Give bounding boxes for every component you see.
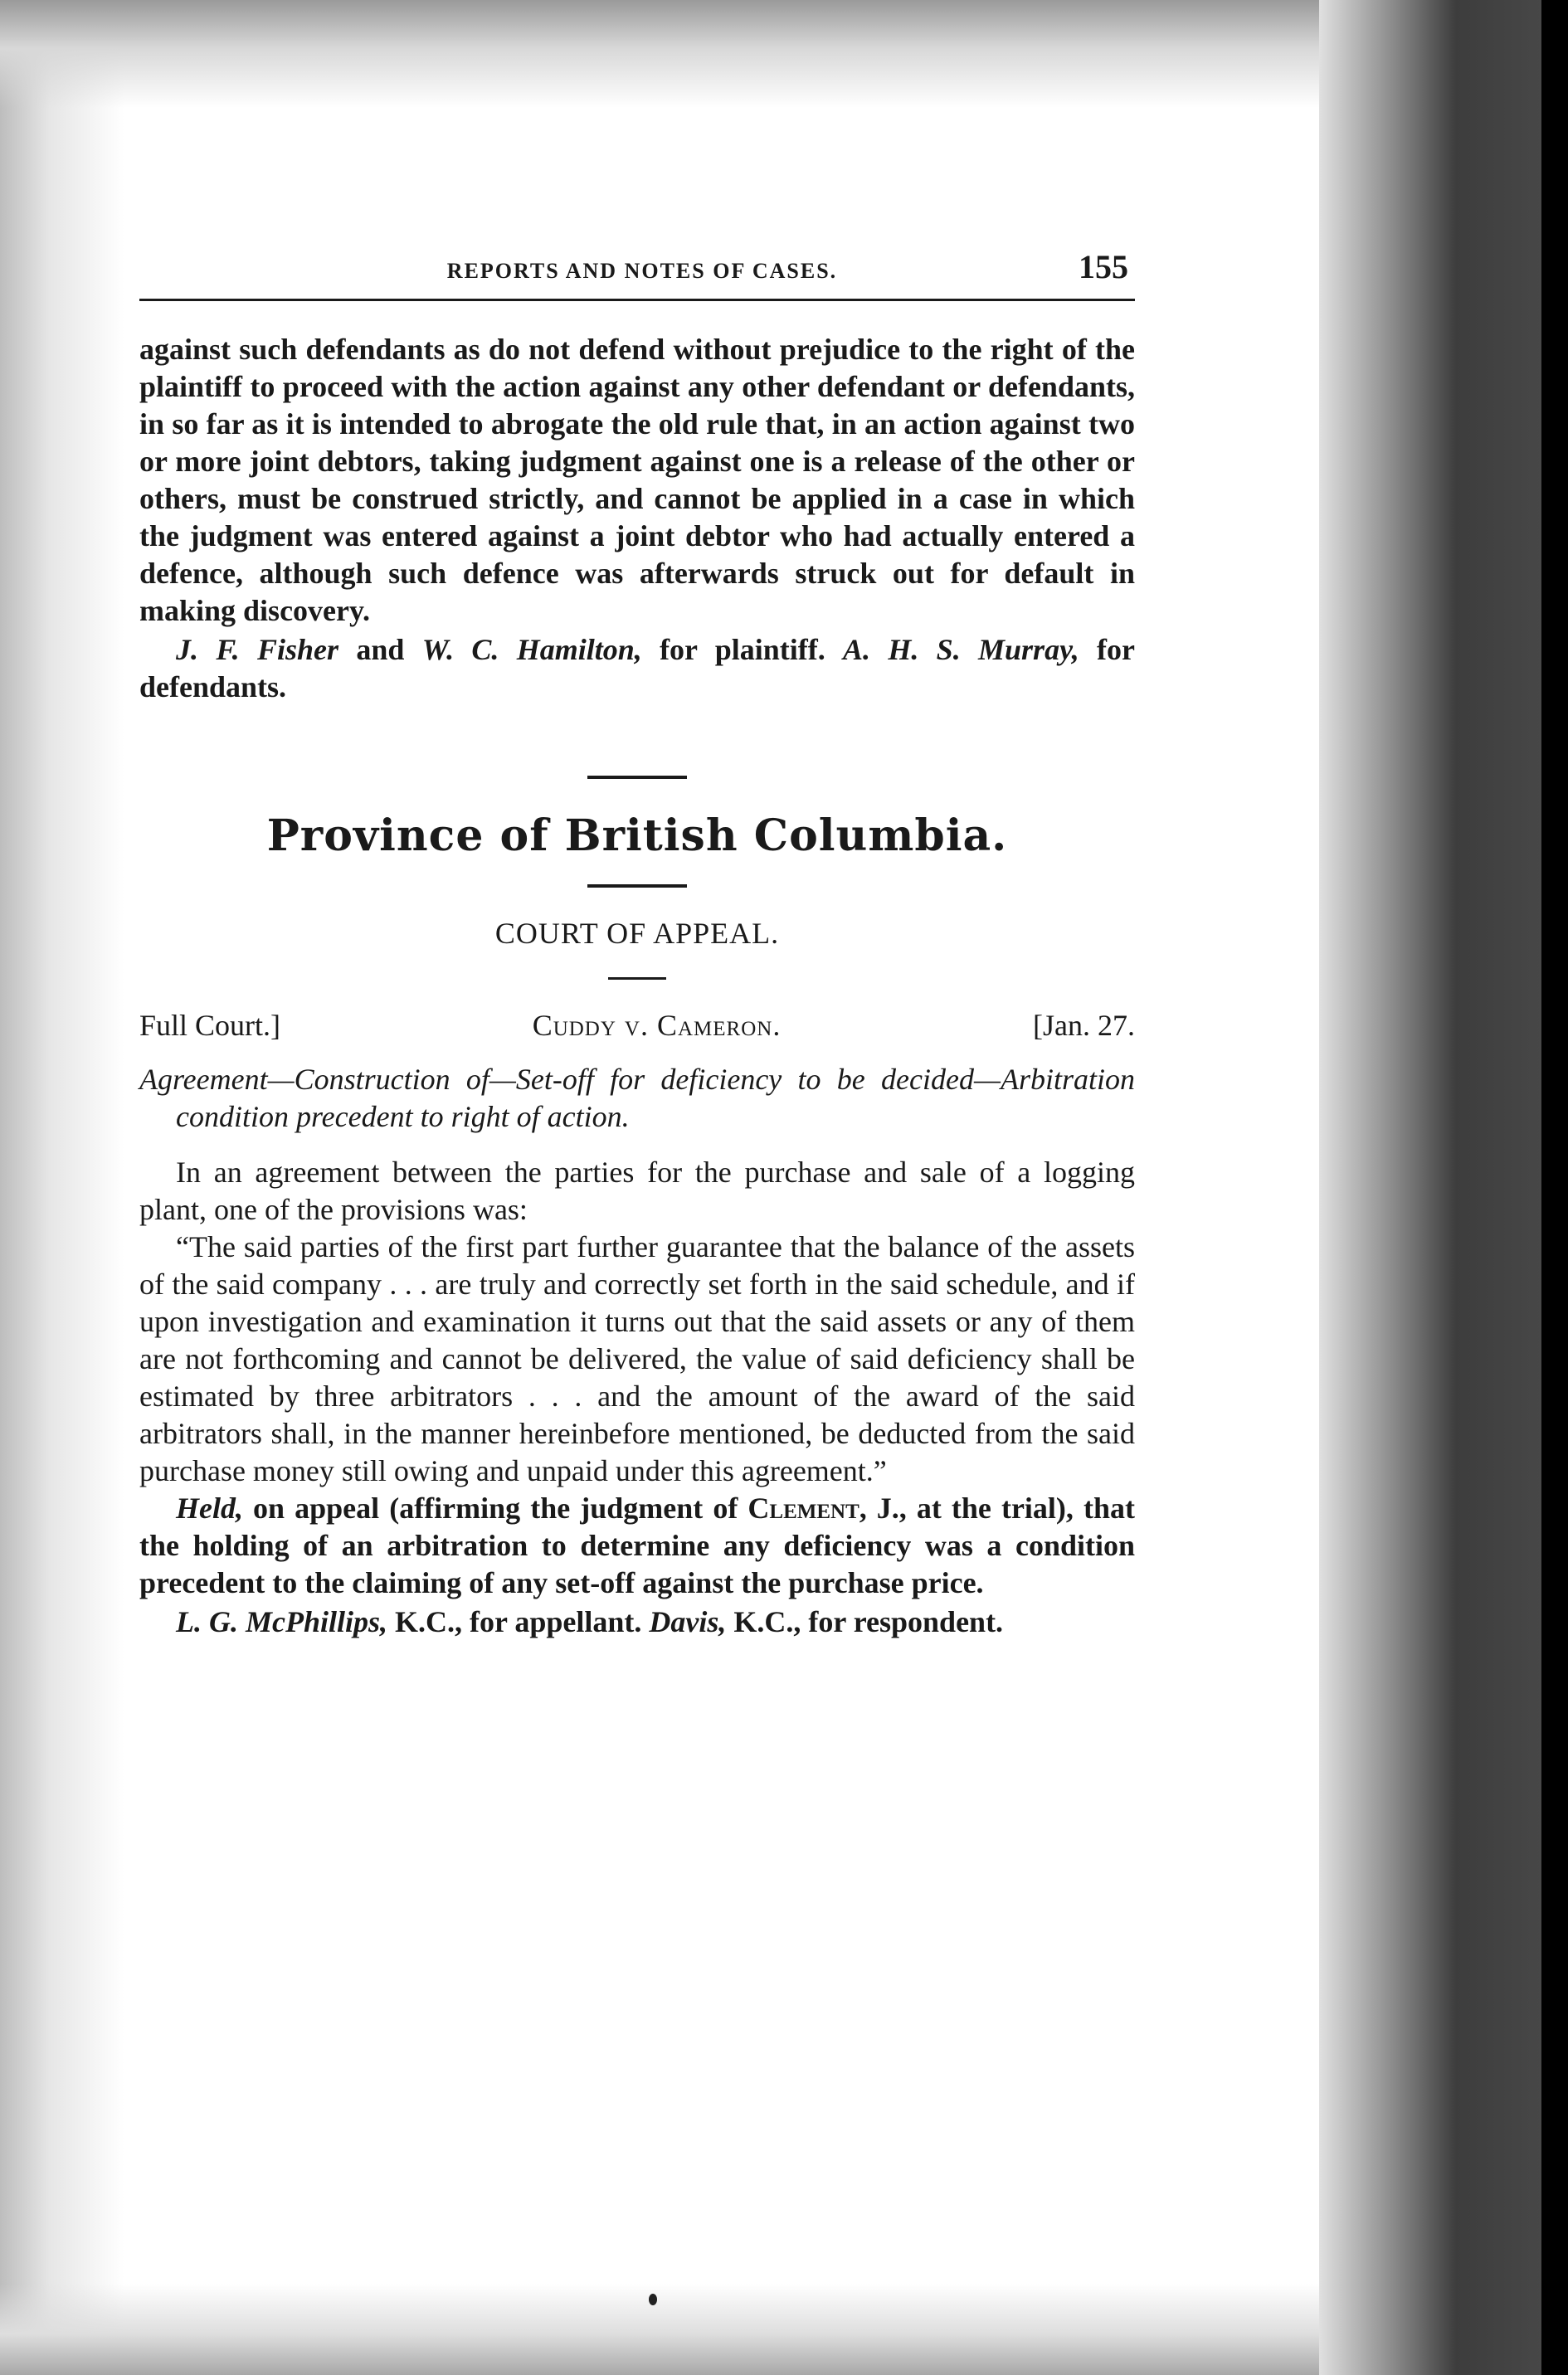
- section-divider: [587, 776, 687, 779]
- ink-speck: [649, 2294, 657, 2305]
- held-text: on appeal (affirming the judgment of: [242, 1492, 748, 1525]
- province-heading: Province of British Columbia.: [266, 810, 1008, 861]
- scan-edge-left: [0, 0, 124, 2375]
- page-number: 155: [1079, 248, 1128, 285]
- quoted-provision: “The said parties of the first part further guarantee that the balance of the assets of the said company . . . are truly and correctly set forth in the said schedule, and if upon investigation and examination it turns out that the said assets or any of them are not forthcoming and cannot be delivered, the value of said deficiency shall be estimated by three arbitrators . . . and the amount of the award of the said arbitrators shall, in the manner hereinbefore mentioned, be deducted from the said purchase money still owing and unpaid under this agreement.”: [139, 1230, 1135, 1487]
- paragraph-continued: against such defendants as do not defend without prejudice to the right of the plaintiff to proceed with the action against any other defendant or defendants, in so far as it is intended to abrogate the old rule that, in an action against two or more joint debtors, taking judgment against one is a release of the other or others, must be construed strictly, and cannot be applied in a case in which the judgment was entered against a joint debtor who had actually entered a defence, although such defence was afterwards struck out for default in making discovery.: [139, 333, 1135, 627]
- court-name: Full Court.]: [139, 1009, 281, 1042]
- counsel-name: A. H. S. Murray,: [843, 633, 1079, 666]
- case-line: [139, 1008, 1135, 1043]
- held-text: , J., at the trial), that the holding of an arbitration to determine any deficiency was a condition precedent to the claiming of any set-off against the purchase price.: [139, 1492, 1135, 1599]
- counsel-role: K.C., for appellant.: [387, 1605, 650, 1638]
- body-paragraph: In an agreement between the parties for the purchase and sale of a logging plant, one of the provisions was:: [139, 1156, 1135, 1226]
- document-page: [139, 247, 1135, 2006]
- counsel-name: L. G. McPhillips,: [176, 1605, 388, 1638]
- headnote: Agreement—Construction of—Set-off for deficiency to be decided—Arbitration condition precedent to right of action.: [139, 1063, 1135, 1133]
- counsel-role: for plaintiff.: [641, 633, 844, 666]
- heading-divider: [587, 884, 687, 888]
- counsel-name: J. F. Fisher: [176, 633, 339, 666]
- held-paragraph: [139, 1490, 1135, 1602]
- scan-edge-band: [1541, 0, 1568, 2375]
- header-rule: [139, 299, 1135, 301]
- counsel-role: K.C., for respondent.: [726, 1605, 1004, 1638]
- counsel-line-2: [139, 1604, 1135, 1641]
- counsel-name: Davis,: [649, 1605, 727, 1638]
- case-date: [Jan. 27.: [1033, 1009, 1135, 1042]
- running-title: REPORTS AND NOTES OF CASES.: [446, 259, 838, 283]
- counsel-conj: and: [338, 633, 422, 666]
- counsel-name: W. C. Hamilton,: [421, 633, 642, 666]
- page-header: [139, 247, 1135, 292]
- case-title: Cuddy v. Cameron.: [532, 1009, 782, 1042]
- court-heading: COURT OF APPEAL.: [494, 917, 780, 950]
- court-divider: [608, 977, 666, 980]
- counsel-line-1: [139, 631, 1135, 706]
- counsel-role: for defendants.: [139, 633, 1136, 703]
- scan-edge-right: [1319, 0, 1568, 2375]
- held-label: Held,: [176, 1492, 243, 1525]
- judge-name: Clement: [747, 1492, 859, 1525]
